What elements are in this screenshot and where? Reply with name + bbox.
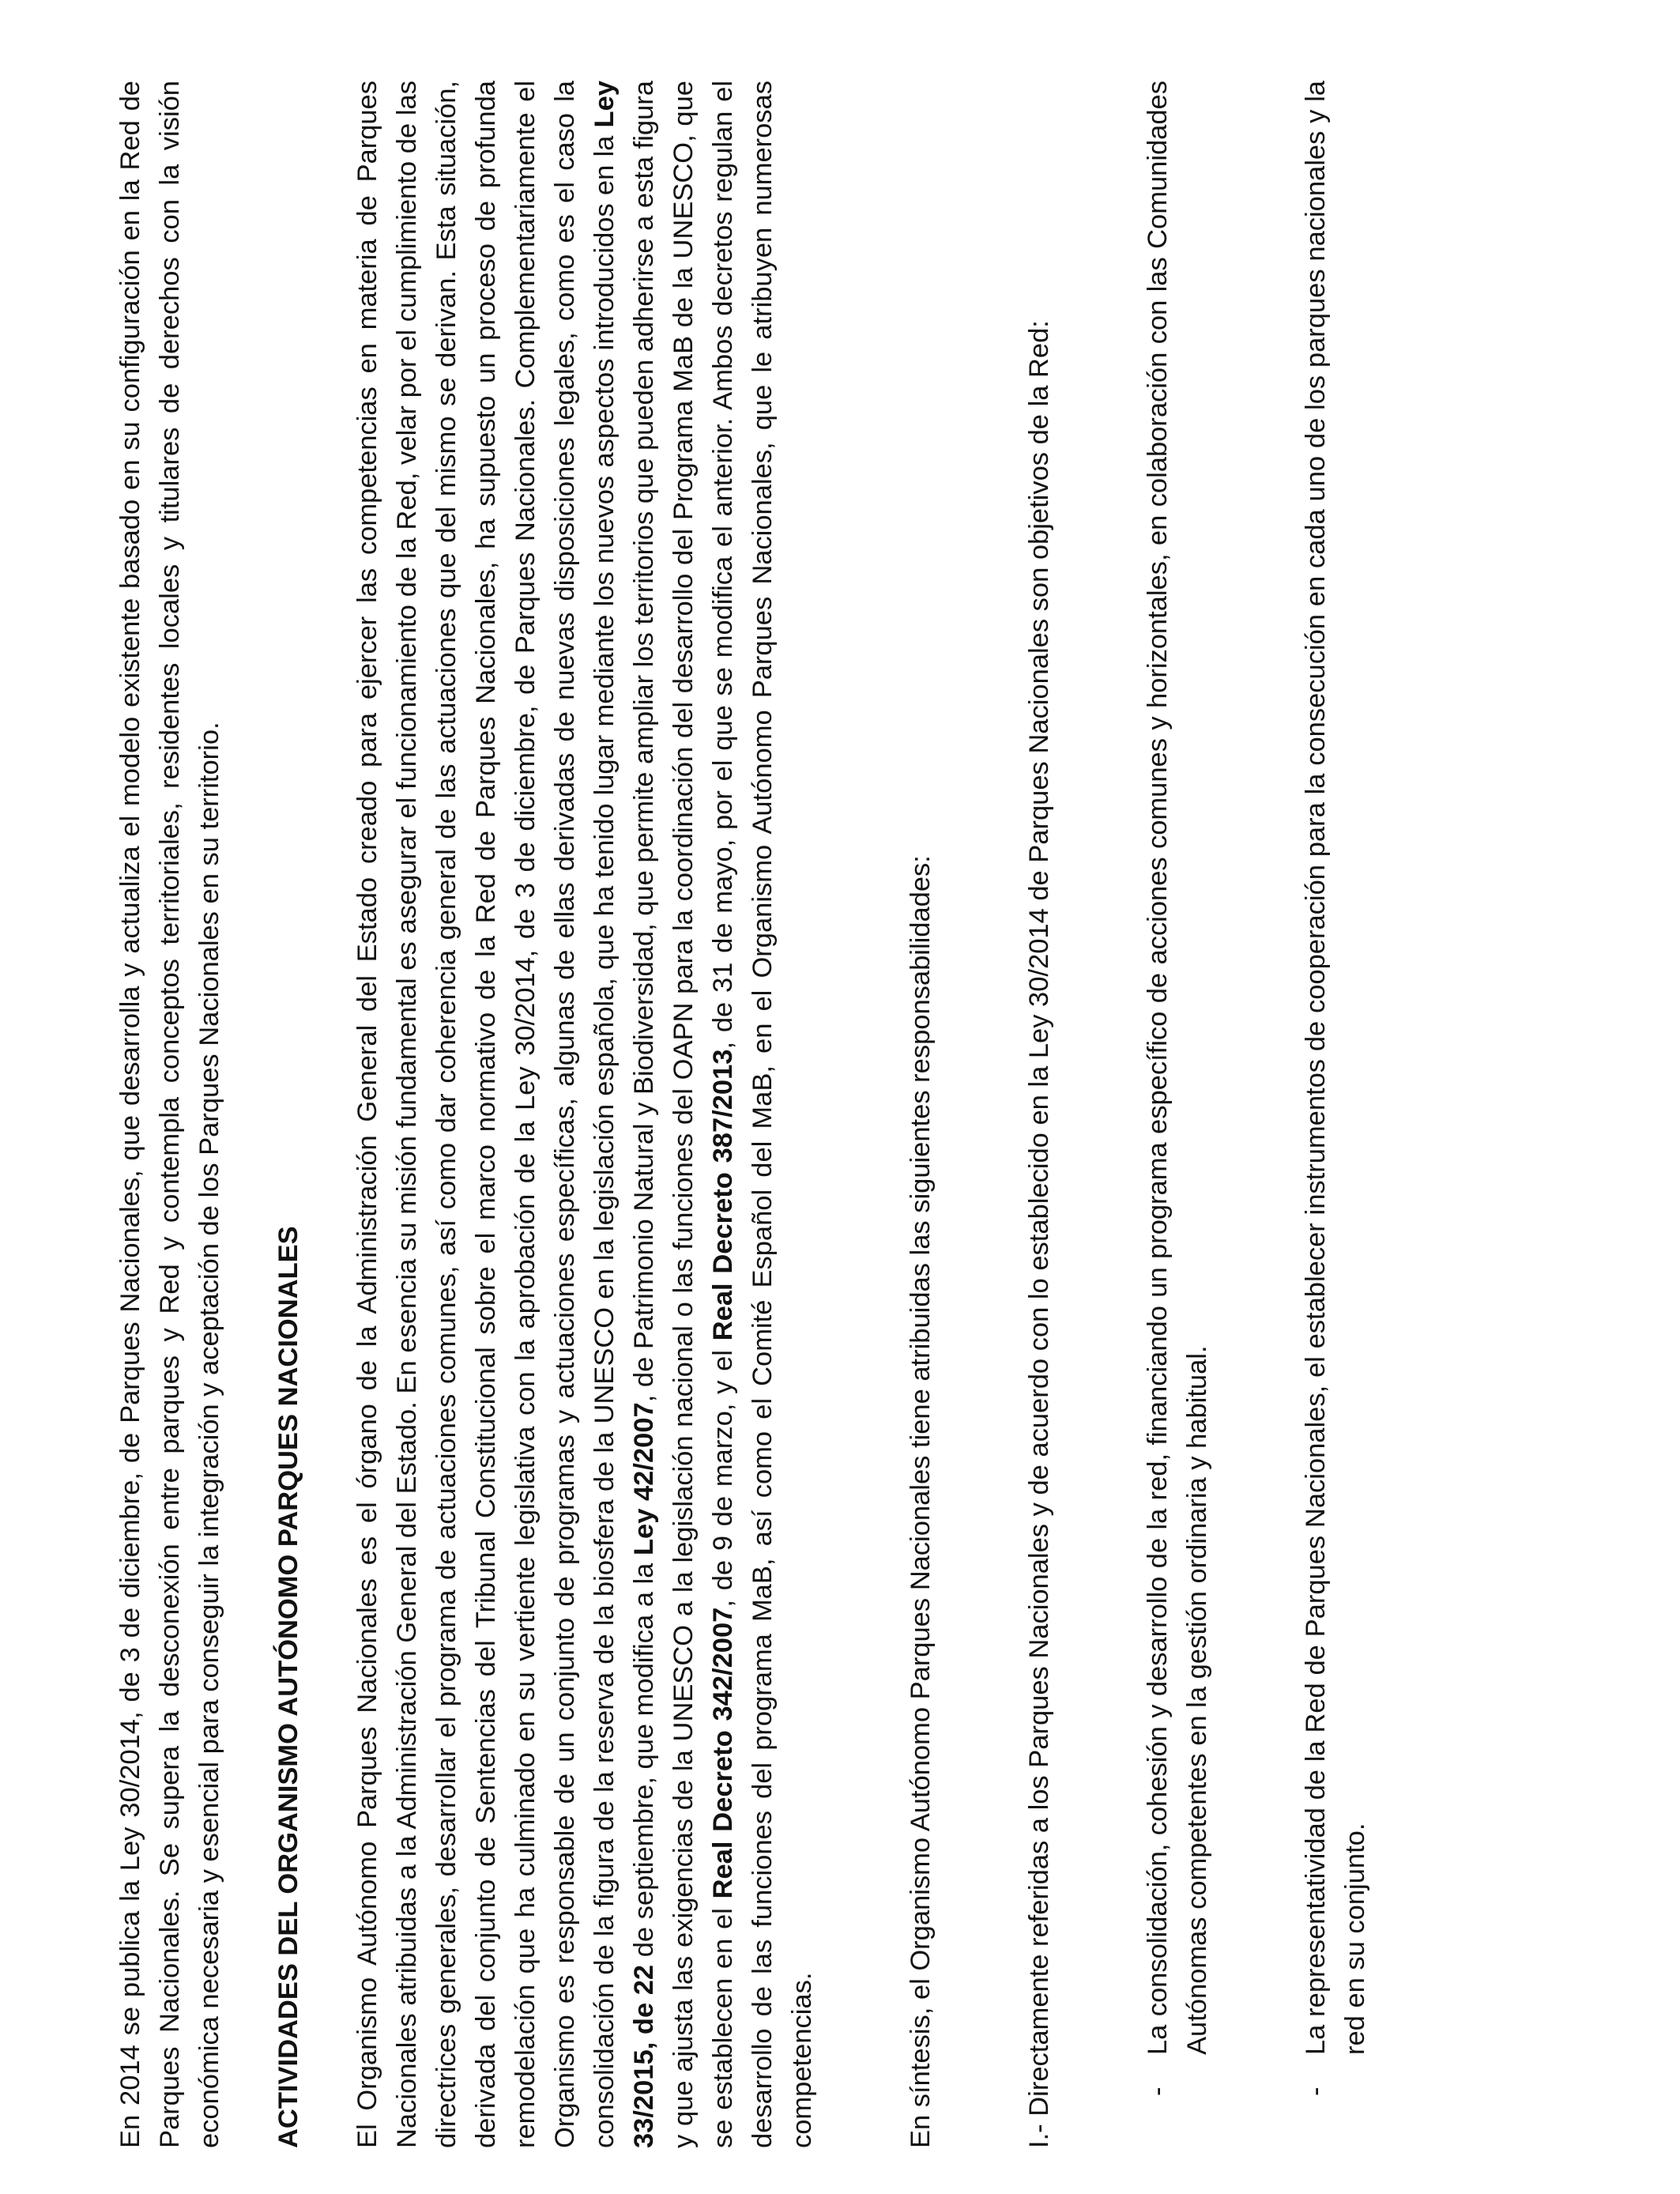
main-text-2: de septiembre, que modifica a la [629, 1555, 659, 1965]
item-i-paragraph: I.- Directamente referidas a los Parques Nacionales y de acuerdo con lo establecido en la Ley 30/2014 de Parques Nacionales son objetivos de la Red: [1024, 320, 1054, 2148]
summary-paragraph: En síntesis, el Organismo Autónomo Parques Nacionales tiene atribuidas las siguientes responsabilidades: [906, 855, 936, 2148]
bullet-item [1296, 81, 1375, 2096]
bullet-text: La consolidación, cohesión y desarrollo de la red, financiando un programa específico de acciones comunes y horizontales, en colaboración con las Comunidades Autónomas competentes en la gestión ordinaria y habitual. [1143, 81, 1212, 2055]
main-text-5: , de 31 de mayo, por el que se modifica el anterior. Ambos decretos regulan el desarrollo de las funciones del programa MaB, así como el Comité Español del MaB, en el Organismo Autónomo Parques Nacionales, que le atribuyen numerosas competencias. [708, 81, 817, 2148]
bullet-dash: - [1143, 2087, 1173, 2096]
document-body [111, 81, 1375, 2148]
intro-paragraph: En 2014 se publica la Ley 30/2014, de 3 de diciembre, de Parques Nacionales, que desarrolla y actualiza el modelo existente basado en su configuración en la Red de Parques Nacionales. Se supera la desconexión entre parques y Red y contempla conceptos territoriales, residentes locales y titulares de derechos con la visión económica necesaria y esencial para conseguir la integración y aceptación de los Parques Nacionales en su territorio. [115, 81, 224, 2148]
main-text-3: , de Patrimonio Natural y Biodiversidad, que permite ampliar los territorios que pueden adherirse a esta figura y que ajusta las exigencias de la UNESCO a la legislación nacional o las funciones del OAPN para la coordinación del desarrollo del Programa MaB de la UNESCO, que se establecen en el [629, 81, 738, 2148]
decree-387-2013: Real Decreto 387/2013 [708, 1049, 738, 1341]
law-42-2007: Ley 42/2007 [629, 1402, 659, 1556]
bullet-dash: - [1301, 2087, 1331, 2096]
bullet-text: La representatividad de la Red de Parques Nacionales, el establecer instrumentos de cooperación para la consecución en cada uno de los parques nacionales y la red en su conjunto. [1301, 81, 1370, 2055]
bullet-item [1138, 81, 1217, 2096]
main-text-1: El Organismo Autónomo Parques Nacionales es el órgano de la Administración General del Estado creado para ejercer las competencias en materia de Parques Nacionales atribuidas a la Administración General del Estado. En esencia su misión fundamental es asegurar el funcionamiento de la Red, velar por el cumplimiento de las directrices generales, desarrollar el programa de actuaciones comunes, así como dar coherencia general de las actuaciones que del mismo se derivan. Esta situación, derivada del conjunto de Sentencias del Tribunal Constitucional sobre el marco normativo de la Red de Parques Nacionales, ha supuesto un proceso de profunda remodelación que ha culminado en su vertiente legislativa con la aprobación de la Ley 30/2014, de 3 de diciembre, de Parques Nacionales. Complementariamente el Organismo es responsable de un conjunto de programas y actuaciones específicas, algunas de ellas derivadas de nuevas disposiciones legales, como es el caso la consolidación de la figura de la reserva de la biosfera de la UNESCO en la legislación española, que ha tenido lugar mediante los nuevos aspectos introducidos en la [352, 81, 620, 2148]
main-text-4: , de 9 de marzo, y el [708, 1340, 738, 1608]
decree-342-2007: Real Decreto 342/2007 [708, 1607, 738, 1899]
main-paragraph [348, 81, 822, 2148]
section-heading: ACTIVIDADES DEL ORGANISMO AUTÓNOMO PARQUES NACIONALES [273, 1226, 303, 2148]
law-33-2015: Ley 33/2015, de 22 [590, 81, 659, 2148]
